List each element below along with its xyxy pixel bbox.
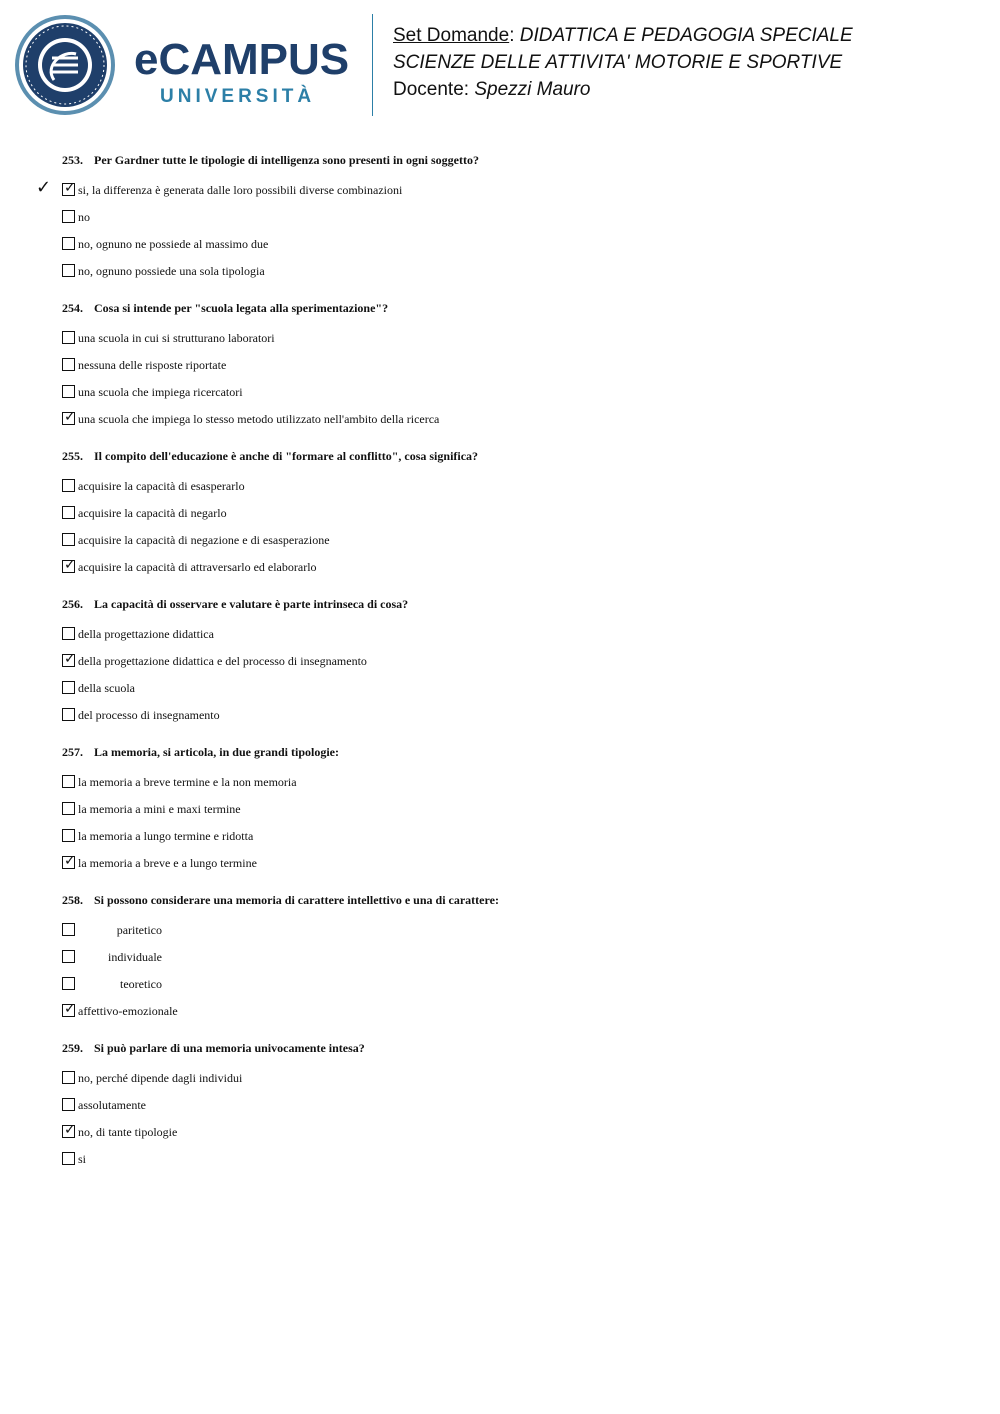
- answer-option[interactable]: [62, 701, 1000, 728]
- answer-option[interactable]: [62, 1064, 1000, 1091]
- answer-option[interactable]: [62, 943, 1000, 970]
- answer-label: la memoria a lungo termine e ridotta: [78, 828, 254, 843]
- answer-label: affettivo-emozionale: [78, 1003, 178, 1018]
- question-block: [36, 150, 1000, 284]
- answer-option[interactable]: [62, 997, 1000, 1024]
- checkbox[interactable]: [62, 1001, 76, 1017]
- page-header: [0, 0, 1000, 130]
- question-title: [62, 1038, 1000, 1058]
- question-spacer: [0, 876, 1000, 890]
- answer-option[interactable]: [62, 257, 1000, 284]
- question-number: 254.: [62, 301, 83, 315]
- question-title: [62, 298, 1000, 318]
- checkbox[interactable]: [62, 1152, 75, 1165]
- question-title: [62, 890, 1000, 910]
- question-spacer: [0, 432, 1000, 446]
- answer-label: teoretico: [120, 976, 162, 991]
- question-text: La capacità di osservare e valutare è parte intrinseca di cosa?: [94, 597, 409, 611]
- question-block: [62, 298, 1000, 432]
- answer-option[interactable]: [62, 378, 1000, 405]
- question-text: Si può parlare di una memoria univocamente intesa?: [94, 1041, 365, 1055]
- answer-label: assolutamente: [78, 1097, 146, 1112]
- checkbox[interactable]: [62, 950, 75, 963]
- answer-option[interactable]: [62, 351, 1000, 378]
- checkbox[interactable]: [62, 180, 76, 196]
- answer-option[interactable]: [62, 849, 1000, 876]
- question-block: [62, 890, 1000, 1024]
- degree-title: SCIENZE DELLE ATTIVITA' MOTORIE E SPORTIVE: [393, 52, 843, 73]
- answer-label: della scuola: [78, 680, 135, 695]
- question-number: 258.: [62, 893, 83, 907]
- answer-label: acquisire la capacità di esasperarlo: [78, 478, 245, 493]
- teacher-line: [393, 76, 853, 103]
- answer-label: la memoria a breve termine e la non memoria: [78, 774, 297, 789]
- question-number: 257.: [62, 745, 83, 759]
- checkbox[interactable]: [62, 1098, 75, 1111]
- checkbox[interactable]: [62, 1071, 75, 1084]
- answer-label: una scuola che impiega lo stesso metodo utilizzato nell'ambito della ricerca: [78, 411, 440, 426]
- answer-label: acquisire la capacità di attraversarlo ed elaborarlo: [78, 559, 317, 574]
- answer-label: della progettazione didattica: [78, 626, 214, 641]
- question-list: [0, 150, 1000, 1186]
- answer-label: paritetico: [116, 922, 162, 937]
- question-block: [62, 1038, 1000, 1172]
- answer-label: no, ognuno ne possiede al massimo due: [78, 236, 269, 251]
- answer-option[interactable]: [62, 553, 1000, 580]
- checkbox[interactable]: [62, 853, 76, 869]
- answer-label: acquisire la capacità di negarlo: [78, 505, 227, 520]
- answer-label: nessuna delle risposte riportate: [78, 357, 227, 372]
- teacher-label: Docente:: [393, 79, 470, 100]
- question-spacer: [0, 284, 1000, 298]
- checkbox[interactable]: [62, 627, 75, 640]
- answer-option[interactable]: [62, 768, 1000, 795]
- question-text: Cosa si intende per "scuola legata alla sperimentazione"?: [94, 301, 389, 315]
- answer-label: individuale: [108, 949, 162, 964]
- question-block: [62, 594, 1000, 728]
- question-title: [62, 742, 1000, 762]
- answer-option[interactable]: [62, 472, 1000, 499]
- answer-option[interactable]: [62, 647, 1000, 674]
- answer-label: la memoria a breve e a lungo termine: [78, 855, 257, 870]
- question-block: [62, 446, 1000, 580]
- checkbox[interactable]: [62, 651, 76, 667]
- answer-option[interactable]: [62, 203, 1000, 230]
- question-text: Per Gardner tutte le tipologie di intelligenza sono presenti in ogni soggetto?: [94, 153, 479, 167]
- answer-label: no, ognuno possiede una sola tipologia: [78, 263, 265, 278]
- answer-label: della progettazione didattica e del processo di insegnamento: [78, 653, 367, 668]
- answer-label: si: [78, 1151, 87, 1166]
- checkbox[interactable]: [62, 923, 75, 936]
- answer-option[interactable]: [62, 324, 1000, 351]
- answer-label: una scuola in cui si strutturano laboratori: [78, 330, 275, 345]
- question-number: 256.: [62, 597, 83, 611]
- answer-label: acquisire la capacità di negazione e di esasperazione: [78, 532, 330, 547]
- answer-option[interactable]: [62, 1091, 1000, 1118]
- question-block: [62, 742, 1000, 876]
- question-text: Si possono considerare una memoria di carattere intellettivo e una di carattere:: [94, 893, 499, 907]
- checkbox[interactable]: [62, 708, 75, 721]
- checkbox[interactable]: [62, 775, 75, 788]
- answer-option[interactable]: [62, 970, 1000, 997]
- checkbox[interactable]: [62, 533, 75, 546]
- checkbox[interactable]: [62, 506, 75, 519]
- checkbox[interactable]: [62, 977, 75, 990]
- answer-option[interactable]: [62, 1145, 1000, 1172]
- question-title: [62, 594, 1000, 614]
- checkbox[interactable]: [62, 385, 75, 398]
- answer-option[interactable]: [62, 822, 1000, 849]
- answer-option[interactable]: [62, 916, 1000, 943]
- answer-label: no, di tante tipologie: [78, 1124, 178, 1139]
- answer-label: del processo di insegnamento: [78, 707, 220, 722]
- checkbox[interactable]: [62, 331, 75, 344]
- answer-option[interactable]: [62, 674, 1000, 701]
- answer-option[interactable]: [36, 176, 1000, 203]
- answer-option[interactable]: [62, 795, 1000, 822]
- header-divider: [372, 14, 373, 116]
- question-number: 255.: [62, 449, 83, 463]
- answer-option[interactable]: [62, 1118, 1000, 1145]
- check-mark-icon: ✓: [64, 180, 76, 196]
- check-mark-icon: ✓: [64, 1001, 76, 1017]
- answer-option[interactable]: [62, 230, 1000, 257]
- checkbox[interactable]: [62, 557, 76, 573]
- answer-option[interactable]: [62, 405, 1000, 432]
- answer-label: una scuola che impiega ricercatori: [78, 384, 243, 399]
- university-seal-logo: [14, 14, 116, 116]
- check-mark-icon: ✓: [64, 557, 76, 573]
- checkbox[interactable]: [62, 802, 75, 815]
- check-mark-icon: ✓: [64, 1122, 76, 1138]
- answer-option[interactable]: [62, 526, 1000, 553]
- set-label: Set Domande: [393, 25, 510, 46]
- answer-label: no, perché dipende dagli individui: [78, 1070, 243, 1085]
- logo-text: eCAMPUS: [134, 35, 350, 84]
- checkbox[interactable]: [62, 1122, 76, 1138]
- checkbox[interactable]: [62, 210, 75, 223]
- check-mark-icon: ✓: [36, 177, 52, 198]
- header-info: [393, 22, 853, 103]
- question-text: La memoria, si articola, in due grandi tipologie:: [94, 745, 339, 759]
- check-mark-icon: ✓: [64, 651, 76, 667]
- check-mark-icon: ✓: [64, 409, 76, 425]
- answer-label: no: [78, 209, 90, 224]
- answer-option[interactable]: [62, 620, 1000, 647]
- question-spacer: [0, 1172, 1000, 1186]
- check-mark-icon: ✓: [64, 853, 76, 869]
- course-title: DIDATTICA E PEDAGOGIA SPECIALE: [519, 25, 853, 46]
- question-title: [62, 150, 1000, 170]
- question-spacer: [0, 580, 1000, 594]
- answer-label: la memoria a mini e maxi termine: [78, 801, 241, 816]
- question-spacer: [0, 728, 1000, 742]
- teacher-name: Spezzi Mauro: [474, 79, 591, 100]
- logo-subtext: UNIVERSITÀ: [160, 86, 316, 107]
- checkbox[interactable]: [62, 409, 76, 425]
- checkbox[interactable]: [62, 358, 75, 371]
- question-text: Il compito dell'educazione è anche di "formare al conflitto", cosa significa?: [94, 449, 479, 463]
- university-wordmark: [134, 35, 350, 108]
- question-number: 253.: [62, 153, 83, 167]
- checkbox[interactable]: [62, 264, 75, 277]
- checkbox[interactable]: [62, 479, 75, 492]
- checkbox[interactable]: [62, 829, 75, 842]
- question-spacer: [0, 1024, 1000, 1038]
- answer-option[interactable]: [62, 499, 1000, 526]
- checkbox[interactable]: [62, 681, 75, 694]
- course-line: Set Domande: DIDATTICA E PEDAGOGIA SPECIALE: [393, 25, 853, 46]
- question-number: 259.: [62, 1041, 83, 1055]
- answer-label: si, la differenza è generata dalle loro possibili diverse combinazioni: [78, 182, 403, 197]
- question-title: [62, 446, 1000, 466]
- checkbox[interactable]: [62, 237, 75, 250]
